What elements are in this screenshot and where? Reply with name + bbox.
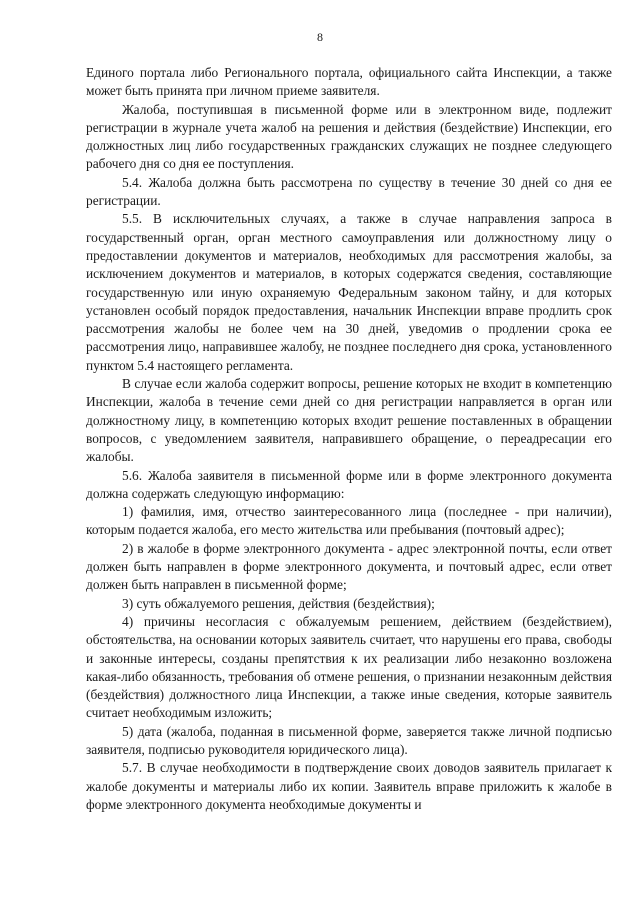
paragraph-5-4: 5.4. Жалоба должна быть рассмотрена по существу в течение 30 дней со дня ее регистрации. xyxy=(86,174,612,209)
list-item-1: 1) фамилия, имя, отчество заинтересованного лица (последнее - при наличии), которым подается жалоба, его место жительства или пребывания (почтовый адрес); xyxy=(86,504,612,538)
paragraph-5-5: 5.5. В исключительных случаях, а также в случае направления запроса в государственный орган, орган местного самоуправления или должностному лицу о предоставлении документов и материалов, необходимых для рассмотрения жалобы, за исключением документов и материалов, в которых содержатся сведения, составляющие государственную или иную охраняемую Федеральным законом тайну, и для которых установлен особый порядок предоставления, начальник Инспекции вправе продлить срок рассмотрения жалобы не более чем на 30 дней, уведомив о продлении срока ее рассмотрения лицо, направившее жалобу, не позднее последнего дня срока, установленного пунктом 5.4 настоящего регламента. xyxy=(86,211,612,373)
list-item-4: 4) причины несогласия с обжалуемым решением, действием (бездействием), обстоятельства, на основании которых заявитель считает, что нарушены его права, свободы и законные интересы, созданы препятствия к их реализации либо незаконно возложена какая-либо обязанность, требования об отмене решения, о признании незаконным действия (бездействия) должностного лица Инспекции, а также иные сведения, которые заявитель считает необходимым изложить; xyxy=(86,613,612,721)
paragraph-complaint-registration: Жалоба, поступившая в письменной форме или в электронном виде, подлежит регистрации в журнале учета жалоб на решения и действия (бездействие) Инспекции, его должностных лиц либо государственных гражданских служащих не позднее следующего рабочего дня со дня ее поступления. xyxy=(86,101,612,172)
list-item-5: 5) дата (жалоба, поданная в письменной форме, заверяется также личной подписью заявителя, подписью руководителя юридического лица). xyxy=(86,723,612,757)
document-body xyxy=(86,64,612,814)
paragraph-5-7: 5.7. В случае необходимости в подтверждение своих доводов заявитель прилагает к жалобе документы и материалы либо их копии. Заявитель вправе приложить к жалобе в форме электронного документа необходимые документы и xyxy=(86,760,612,812)
page-number: 8 xyxy=(317,30,323,44)
paragraph-5-6: 5.6. Жалоба заявителя в письменной форме или в форме электронного документа должна содержать следующую информацию: xyxy=(86,467,612,501)
list-item-3: 3) суть обжалуемого решения, действия (бездействия); xyxy=(122,595,435,611)
paragraph-continuation: Единого портала либо Регионального портала, официального сайта Инспекции, а также может быть принята при личном приеме заявителя. xyxy=(86,65,612,99)
list-item-2: 2) в жалобе в форме электронного документа - адрес электронной почты, если ответ должен быть направлен в форме электронного документа, и почтовый адрес, если ответ должен быть направлен в письменной форме; xyxy=(86,540,612,593)
paragraph-redirection: В случае если жалоба содержит вопросы, решение которых не входит в компетенцию Инспекции, жалоба в течение семи дней со дня регистрации направляется в орган или должностному лицу, в компетенцию которых входит решение поставленных в обращении вопросов, с уведомлением заявителя, направившего обращение, о переадресации его жалобы. xyxy=(86,376,612,465)
